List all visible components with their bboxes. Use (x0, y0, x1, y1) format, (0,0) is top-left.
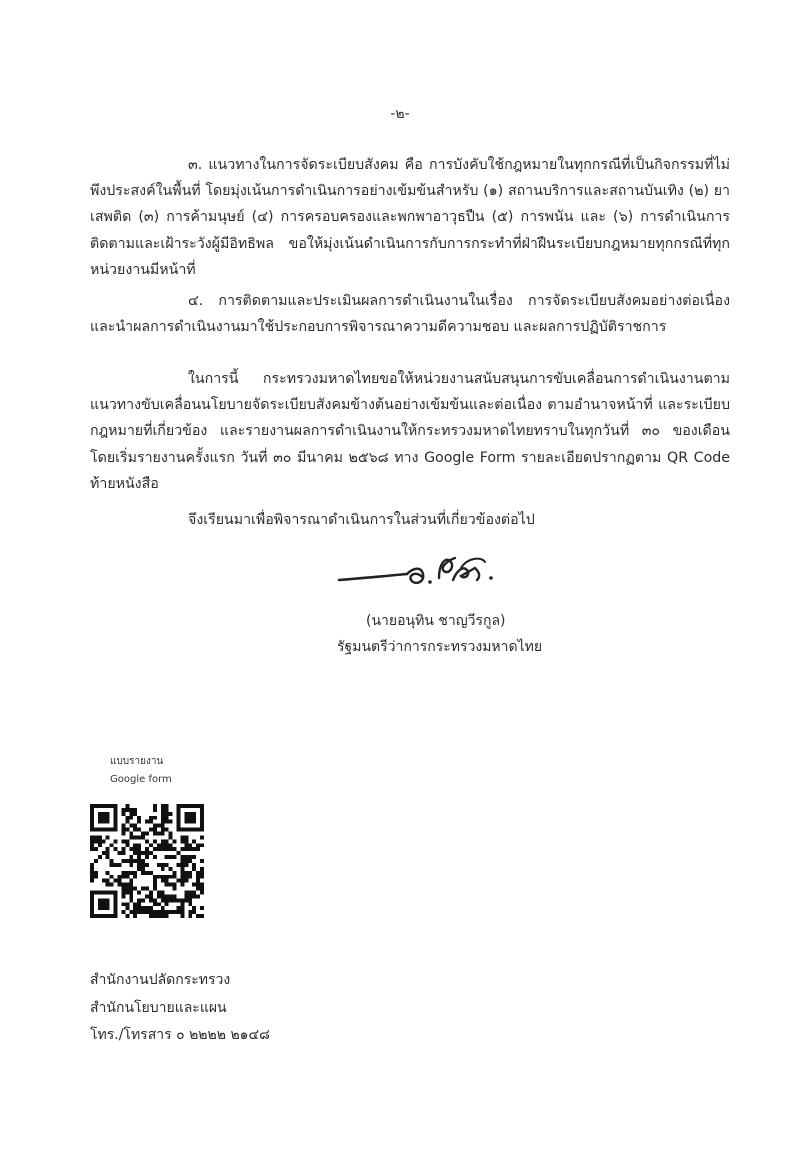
office-line-1: สำนักงานปลัดกระทรวง (90, 972, 231, 988)
office-contact: โทร./โทรสาร ๐ ๒๒๒๒ ๒๑๔๘ (90, 1027, 270, 1043)
paragraph-4-text: ๔. การติดตามและประเมินผลการดำเนินงานในเรื่อง การจัดระเบียบสังคมอย่างต่อเนื่อง และนำผลการดำเนินงานมาใช้ประกอบการพิจารณาความดีความชอบ และผลการปฏิบัติราชการ (90, 293, 730, 336)
paragraph-4 (90, 288, 730, 340)
paragraph-5 (90, 366, 730, 497)
paragraph-5-text: ในการนี้ กระทรวงมหาดไทยขอให้หน่วยงานสนับสนุนการขับเคลื่อนการดำเนินงานตามแนวทางขับเคลื่อนนโยบายจัดระเบียบสังคมข้างต้นอย่างเข้มข้นและต่อเนื่อง ตามอำนาจหน้าที่ และระเบียบกฎหมายที่เกี่ยวข้อง และรายงานผลการดำเนินงานให้กระทรวงมหาดไทยทราบในทุกวันที่ ๓๐ ของเดือน โดยเริ่มรายงานครั้งแรก วันที่ ๓๐ มีนาคม ๒๕๖๘ ทาง Google Form รายละเอียดปรากฏตาม QR Code ท้ายหนังสือ (90, 371, 730, 492)
paragraph-3-text: ๓. แนวทางในการจัดระเบียบสังคม คือ การบังคับใช้กฎหมายในทุกกรณีที่เป็นกิจกรรมที่ไม่พึงประสงค์ในพื้นที่ โดยมุ่งเน้นการดำเนินการอย่างเข้มข้นสำหรับ (๑) สถานบริการและสถานบันเทิง (๒) ยาเสพติด (๓) การค้ามนุษย์ (๔) การครอบครองและพกพาอาวุธปืน (๕) การพนัน และ (๖) การดำเนินการติดตามและเฝ้าระวังผู้มีอิทธิพล ขอให้มุ่งเน้นดำเนินการกับการกระทำที่ฝ่าฝืนระเบียบกฎหมายทุกกรณีที่ทุกหน่วยงานมีหน้าที่ (90, 157, 730, 278)
paragraph-3 (90, 152, 730, 283)
page-number: -๒- (390, 106, 410, 122)
closing-line: จึงเรียนมาเพื่อพิจารณาดำเนินการในส่วนที่เกี่ยวข้องต่อไป (188, 512, 535, 528)
office-line-2: สำนักนโยบายและแผน (90, 1000, 227, 1016)
signer-title: รัฐมนตรีว่าการกระทรวงมหาดไทย (337, 639, 543, 655)
qr-label-google-form: Google form (110, 774, 172, 785)
signer-name: (นายอนุทิน ชาญวีรกูล) (366, 613, 506, 629)
handwritten-signature (335, 548, 505, 598)
qr-code[interactable] (90, 804, 204, 918)
qr-label-report: แบบรายงาน (110, 756, 164, 767)
